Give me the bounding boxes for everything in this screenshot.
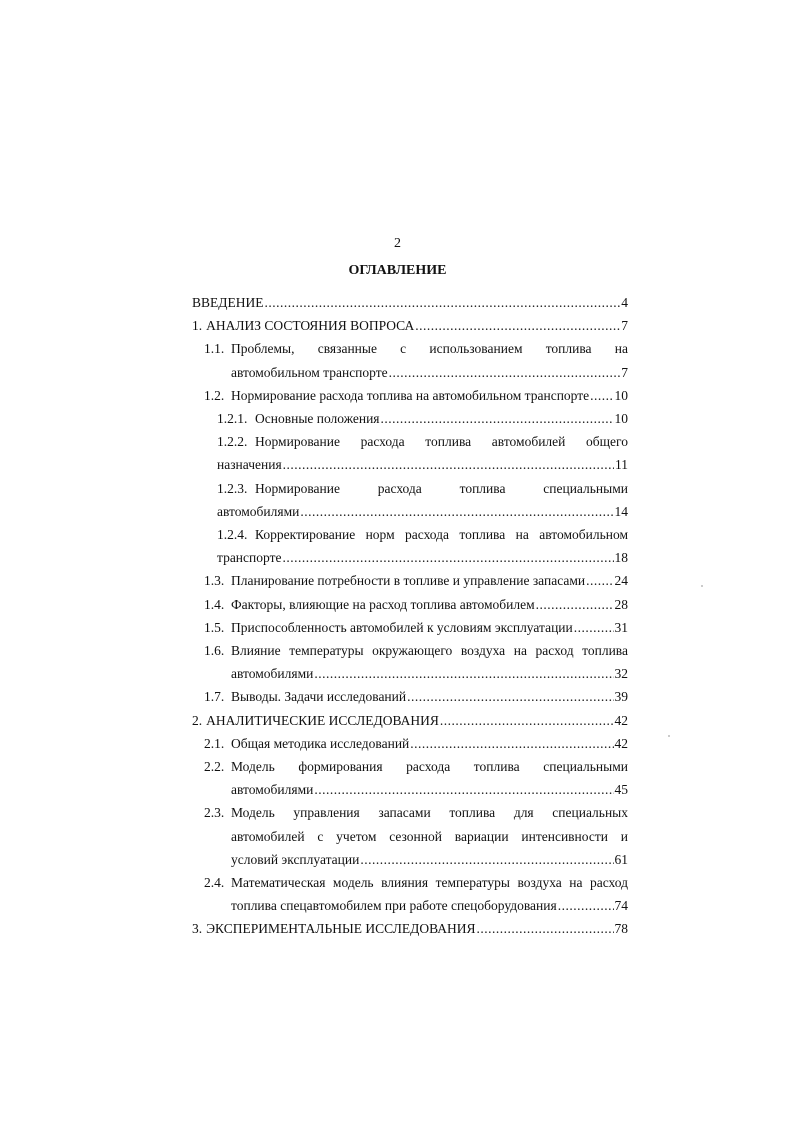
dot-leader: [586, 569, 613, 592]
toc-page-number: 42: [614, 712, 628, 728]
toc-entry-number: 2.4.: [204, 875, 225, 891]
toc-page-number: 10: [614, 411, 628, 427]
dot-leader: [389, 361, 621, 384]
toc-entry-number: 2.3.: [204, 805, 225, 821]
toc-page-number: 24: [614, 573, 628, 589]
toc-page-number: 10: [614, 387, 628, 403]
toc-entry[interactable]: [192, 685, 628, 708]
dot-leader: [558, 894, 614, 917]
toc-entry-text: автомобилей с учетом сезонной вариации интенсивности и: [231, 828, 628, 844]
toc-entry-number: 1.5.: [204, 619, 225, 635]
toc-page-number: 39: [614, 689, 628, 705]
toc-entry[interactable]: [192, 801, 628, 871]
toc-entry-text: ВВЕДЕНИЕ: [192, 295, 264, 310]
toc-entry-text: Основные положения: [255, 411, 380, 427]
toc-entry[interactable]: [192, 917, 628, 940]
toc-title: ОГЛАВЛЕНИЕ: [348, 263, 447, 278]
toc-entry-text: назначения: [217, 457, 282, 473]
toc-page-number: 61: [614, 851, 628, 867]
dot-leader: [407, 685, 613, 708]
page-number: 2: [394, 236, 401, 251]
toc-page-number: 32: [614, 666, 628, 682]
toc-entry-text: Приспособленность автомобилей к условиям эксплуатации: [231, 619, 573, 635]
toc-entry-text: Общая методика исследований: [231, 735, 410, 751]
dot-leader: [536, 593, 614, 616]
toc-entry[interactable]: [192, 523, 628, 569]
scan-speck: [668, 735, 670, 737]
dot-leader: [381, 407, 614, 430]
dot-leader: [264, 291, 620, 314]
toc-entry-text: транспорте: [217, 550, 282, 566]
toc-entry[interactable]: [192, 871, 628, 917]
dot-leader: [415, 314, 620, 337]
toc-entry-number: 1.: [192, 318, 203, 334]
toc-entry-text: Факторы, влияющие на расход топлива автомобилем: [231, 596, 535, 612]
toc-entry-text: ЭКСПЕРИМЕНТАЛЬНЫЕ ИССЛЕДОВАНИЯ: [206, 921, 476, 937]
toc-entry-number: 1.2.4.: [217, 527, 248, 543]
toc-entry[interactable]: [192, 639, 628, 685]
scan-speck: [701, 585, 703, 587]
toc-entry-number: 1.2.2.: [217, 434, 248, 450]
toc-entry-number: 1.3.: [204, 573, 225, 589]
toc-entry-number: 3.: [192, 921, 203, 937]
toc-page-number: 14: [614, 503, 628, 519]
toc-entry-text: Влияние температуры окружающего воздуха на расход топлива: [231, 643, 628, 659]
toc-page-number: 31: [614, 619, 628, 635]
toc-entry-text: Модель управления запасами топлива для специальных: [231, 805, 628, 821]
toc-entry-number: 1.2.: [204, 387, 225, 403]
toc-page-number: 28: [614, 596, 628, 612]
toc-entry[interactable]: [192, 430, 628, 476]
toc-entry-number: 2.1.: [204, 735, 225, 751]
toc-entry-text: автомобилями: [231, 666, 314, 682]
dot-leader: [440, 709, 614, 732]
toc-page-number: 18: [614, 550, 628, 566]
dot-leader: [590, 384, 613, 407]
toc-entry[interactable]: [192, 384, 628, 407]
toc-entry[interactable]: [192, 477, 628, 523]
toc-page-number: 74: [614, 898, 628, 914]
dot-leader: [314, 662, 613, 685]
toc-page-number: 7: [621, 318, 628, 334]
toc-entry-text: АНАЛИЗ СОСТОЯНИЯ ВОПРОСА: [206, 318, 415, 334]
toc-page-number: 7: [621, 364, 628, 380]
toc-entry-number: 1.1.: [204, 341, 225, 357]
toc-entry[interactable]: [192, 709, 628, 732]
toc-entry[interactable]: [192, 407, 628, 430]
toc-entry-text: Корректирование норм расхода топлива на автомобильном: [255, 527, 628, 543]
toc-entry-number: 1.2.1.: [217, 411, 248, 427]
dot-leader: [283, 453, 614, 476]
toc-page-number: 42: [614, 735, 628, 751]
toc-page-number: 11: [615, 457, 628, 473]
toc-entry-number: 2.2.: [204, 759, 225, 775]
dot-leader: [282, 546, 613, 569]
toc-entry-text: Нормирование расхода топлива на автомобильном транспорте: [231, 387, 590, 403]
dot-leader: [360, 848, 613, 871]
toc-entry-text: топлива спецавтомобилем при работе спецоборудования: [231, 898, 557, 914]
toc-entry[interactable]: [192, 593, 628, 616]
toc-entry-text: автомобилями: [231, 782, 314, 798]
toc-entry-text: Проблемы, связанные с использованием топлива на: [231, 341, 628, 357]
toc-page-number: 78: [614, 921, 628, 937]
toc-entry[interactable]: [192, 569, 628, 592]
toc-entry[interactable]: [192, 314, 628, 337]
toc-entry-text: Нормирование расхода топлива специальными: [255, 480, 628, 496]
dot-leader: [410, 732, 613, 755]
toc-entry[interactable]: [192, 291, 628, 314]
toc-page-number: 45: [614, 782, 628, 798]
toc-entry-number: 2.: [192, 712, 203, 728]
toc-entry-text: Нормирование расхода топлива автомобилей общего: [255, 434, 628, 450]
toc-entry-text: Модель формирования расхода топлива специальными: [231, 759, 628, 775]
toc-entry-text: автомобильном транспорте: [231, 364, 388, 380]
toc-entry-number: 1.4.: [204, 596, 225, 612]
dot-leader: [300, 500, 613, 523]
toc-page-number: 4: [621, 295, 628, 310]
toc-entry-number: 1.2.3.: [217, 480, 248, 496]
toc-entry-number: 1.7.: [204, 689, 225, 705]
dot-leader: [477, 917, 614, 940]
table-of-contents: [192, 291, 628, 941]
toc-entry-text: АНАЛИТИЧЕСКИЕ ИССЛЕДОВАНИЯ: [206, 712, 439, 728]
dot-leader: [574, 616, 614, 639]
toc-entry[interactable]: [192, 616, 628, 639]
dot-leader: [314, 778, 613, 801]
toc-entry-text: Выводы. Задачи исследований: [231, 689, 407, 705]
toc-entry-text: Планирование потребности в топливе и управление запасами: [231, 573, 586, 589]
toc-entry[interactable]: [192, 755, 628, 801]
toc-entry-text: условий эксплуатации: [231, 851, 360, 867]
toc-entry-number: 1.6.: [204, 643, 225, 659]
toc-entry-text: автомобилями: [217, 503, 300, 519]
toc-entry[interactable]: [192, 337, 628, 383]
toc-entry[interactable]: [192, 732, 628, 755]
toc-entry-text: Математическая модель влияния температуры воздуха на расход: [231, 875, 628, 891]
